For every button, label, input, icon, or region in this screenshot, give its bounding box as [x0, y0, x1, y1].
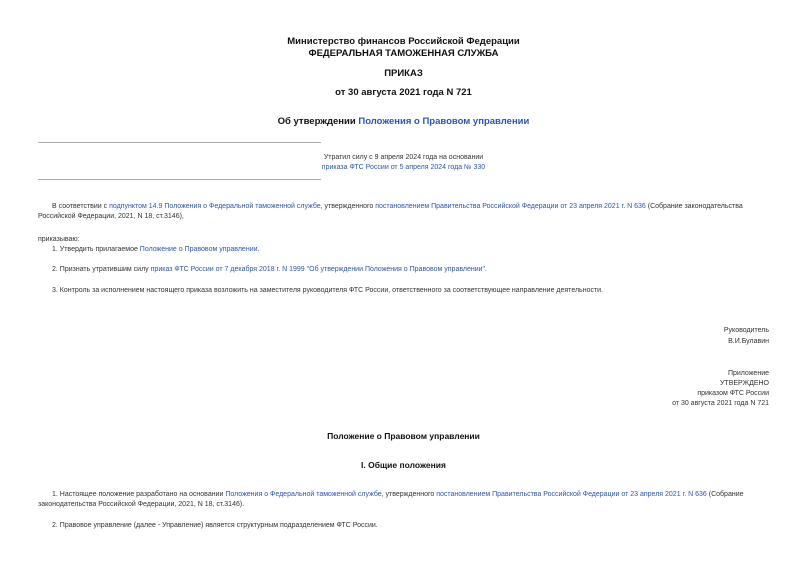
- item-1-text: 1. Утвердить прилагаемое: [52, 246, 140, 253]
- item-1-end: .: [257, 246, 260, 253]
- item-2-text: 2. Признать утратившим силу: [52, 266, 151, 273]
- preamble-link-decree[interactable]: постановлением Правительства Российской Федерации от 23 апреля 2021 г. N 636: [375, 203, 646, 210]
- reg-p1-text-2: , утвержденного: [381, 491, 437, 498]
- item-2-end: .: [485, 266, 487, 273]
- preamble-text-2: , утвержденного: [320, 203, 376, 210]
- preamble-text-1: В соответствии с: [52, 203, 110, 210]
- signature-name: В.И.Булавин: [728, 338, 769, 345]
- rule-top: [38, 142, 321, 143]
- doc-title-prefix: Об утверждении: [277, 116, 359, 127]
- section-heading: I. Общие положения: [361, 460, 446, 470]
- item-2: [52, 265, 773, 275]
- reg-p1-text-3: (Собрание законодательства Российской Федерации, 2021, N 18, ст.3146).: [38, 491, 744, 508]
- appendix-approved: УТВЕРЖДЕНО: [719, 380, 769, 387]
- preamble-link-subclause[interactable]: подпунктом 14.9 Положения о Федеральной таможенной службе: [109, 203, 321, 210]
- repeal-notice-source: [0, 164, 807, 171]
- order-word: приказываю:: [38, 236, 80, 243]
- service-name: ФЕДЕРАЛЬНАЯ ТАМОЖЕННАЯ СЛУЖБА: [308, 48, 499, 59]
- doc-date: от 30 августа 2021 года N 721: [335, 87, 472, 98]
- doc-title: [0, 116, 807, 127]
- reg-p1-text-1: 1. Настоящее положение разработано на основании: [52, 491, 226, 498]
- regulation-title: Положение о Правовом управлении: [327, 431, 480, 441]
- regulation-paragraph-1: [38, 490, 773, 510]
- item-2-link[interactable]: приказ ФТС России от 7 декабря 2018 г. N 1999 "Об утверждении Положения о Правовом управлении": [150, 266, 486, 273]
- doc-title-link[interactable]: Положения о Правовом управлении: [358, 116, 530, 127]
- preamble-text-3: (Собрание законодательства Российской Федерации, 2021, N 18, ст.3146),: [38, 203, 743, 220]
- item-3: 3. Контроль за исполнением настоящего приказа возложить на заместителя руководителя ФТС России, ответственного за соответствующее направление деятельности.: [52, 287, 604, 294]
- repeal-order-link[interactable]: приказа ФТС России от 5 апреля 2024 года № 330: [321, 164, 486, 171]
- appendix-by: приказом ФТС России: [697, 390, 769, 397]
- reg-p1-link-fts[interactable]: Положения о Федеральной таможенной службе: [225, 491, 382, 498]
- appendix-date: от 30 августа 2021 года N 721: [672, 400, 769, 407]
- item-1-link[interactable]: Положение о Правовом управлении: [139, 246, 258, 253]
- signature-role: Руководитель: [723, 327, 769, 334]
- reg-p1-link-decree[interactable]: постановлением Правительства Российской Федерации от 23 апреля 2021 г. N 636: [436, 491, 707, 498]
- repeal-notice: Утратил силу с 9 апреля 2024 года на основании: [323, 154, 484, 161]
- regulation-paragraph-2: 2. Правовое управление (далее - Управление) является структурным подразделением ФТС России.: [52, 522, 378, 529]
- doc-type: ПРИКАЗ: [384, 68, 423, 79]
- ministry-name: Министерство финансов Российской Федерации: [287, 36, 520, 47]
- item-1: [52, 245, 773, 255]
- appendix-label: Приложение: [727, 370, 769, 377]
- preamble-paragraph: [38, 202, 773, 222]
- rule-bottom: [38, 179, 321, 180]
